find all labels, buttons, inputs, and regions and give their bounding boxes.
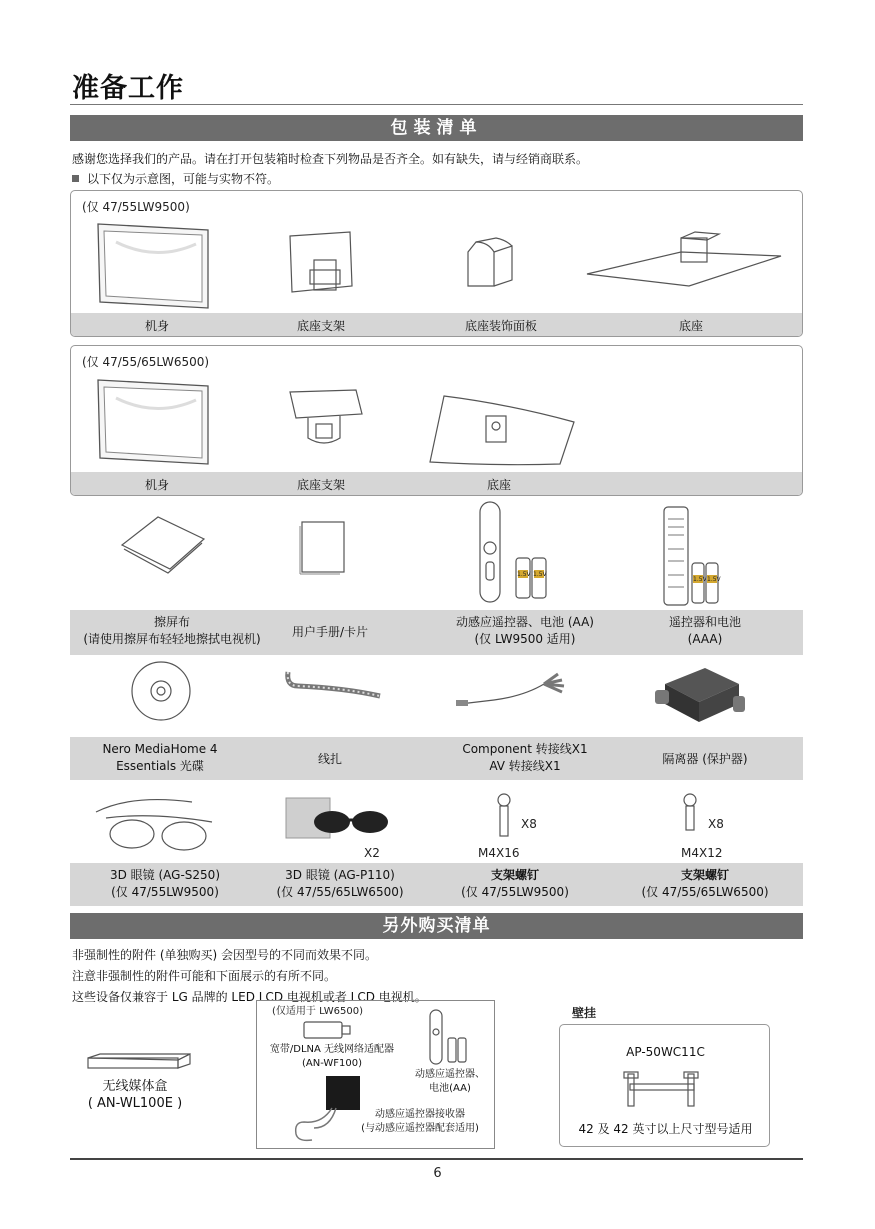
label-media-box — [70, 1078, 200, 1112]
screw-m4x16-icon — [494, 794, 514, 838]
label-cd — [80, 741, 240, 775]
footer-rule — [70, 1158, 803, 1160]
motion-remote-icon — [478, 500, 558, 604]
label-stand-bracket-2: 底座支架 — [296, 478, 345, 492]
label-component-cable — [430, 741, 620, 775]
label-motion-remote-line1: 动感应遥控器、电池 (AA) — [456, 615, 594, 629]
label-motion-remote-aa — [405, 1068, 495, 1096]
tv-body-icon-2 — [96, 378, 211, 466]
group-lw6500-caption: (仅 47/55/65LW6500) — [82, 355, 210, 369]
screw-m4x12-icon — [680, 794, 700, 834]
label-media-box-line1: 无线媒体盒 — [102, 1079, 168, 1094]
page-title: 准备工作 — [72, 73, 184, 104]
remote-control-icon — [662, 505, 722, 607]
label-motion-remote-aa-line2: 电池(AA) — [429, 1083, 471, 1094]
lw6500-caption: (仅适用于 LW6500) — [272, 1006, 363, 1017]
wireless-adapter-icon — [302, 1020, 352, 1040]
label-component-cable-line1: Component 转接线X1 — [462, 742, 588, 756]
label-screw-m4x12-line1: 支架螺钉 — [680, 868, 729, 882]
page-number: 6 — [433, 1166, 442, 1181]
cable-tie-icon — [284, 668, 384, 704]
label-screw-m4x16 — [440, 867, 590, 901]
label-wireless-adapter — [262, 1043, 402, 1071]
square-bullet-icon — [72, 175, 79, 182]
stand-bracket-icon — [286, 230, 356, 300]
screw-m4x16-size: M4X16 — [478, 846, 520, 860]
label-cd-line2: Essentials 光碟 — [116, 759, 204, 773]
label-remote-line2: (AAA) — [687, 632, 723, 646]
battery-label-aaa-2: 1.5V — [707, 576, 721, 583]
glasses-qty: X2 — [364, 846, 380, 860]
packing-note — [72, 170, 279, 187]
optional-line-2: 注意非强制性的附件可能和下面展示的有所不同。 — [72, 969, 337, 983]
label-component-cable-line2: AV 转接线X1 — [489, 759, 561, 773]
stand-cover-icon — [466, 238, 516, 290]
label-glasses-p110-line1: 3D 眼镜 (AG-P110) — [285, 868, 395, 882]
label-tv-body: 机身 — [144, 319, 169, 333]
screw-m4x12-qty: X8 — [708, 817, 724, 831]
label-screw-m4x12-line2: (仅 47/55/65LW6500) — [641, 885, 769, 899]
optional-header: 另外购买清单 — [70, 913, 803, 939]
label-remote-receiver — [350, 1108, 490, 1136]
label-glasses-s250-line2: (仅 47/55LW9500) — [111, 885, 219, 899]
battery-label-aaa-1: 1.5V — [693, 576, 707, 583]
label-stand-base-2: 底座 — [486, 478, 511, 492]
isolator-icon — [655, 664, 745, 726]
label-remote-receiver-line2: (与动感应遥控器配套适用) — [361, 1123, 479, 1134]
label-glasses-s250-line1: 3D 眼镜 (AG-S250) — [109, 868, 221, 882]
cd-disc-icon — [130, 660, 192, 722]
label-remote — [630, 614, 780, 648]
screw-m4x12-size: M4X12 — [681, 846, 723, 860]
label-screw-m4x16-line2: (仅 47/55LW9500) — [461, 885, 569, 899]
label-wireless-adapter-line1: 宽带/DLNA 无线网络适配器 — [269, 1044, 395, 1055]
packing-intro: 感谢您选择我们的产品。请在打开包装箱时检查下列物品是否齐全。如有缺失，请与经销商联系。 — [72, 152, 589, 166]
label-stand-cover: 底座装饰面板 — [464, 319, 537, 333]
label-cleaning-cloth-line2: (请使用擦屏布轻轻地擦拭电视机) — [83, 632, 261, 646]
component-av-cable-icon — [454, 670, 574, 710]
optional-line-1: 非强制性的附件 (单独购买) 会因型号的不同而效果不同。 — [72, 948, 377, 962]
label-tv-body-2: 机身 — [144, 478, 169, 492]
motion-remote-small-icon — [428, 1008, 468, 1066]
label-wireless-adapter-line2: (AN-WF100) — [301, 1058, 363, 1069]
3d-glasses-p110-icon — [282, 796, 392, 844]
label-stand-base: 底座 — [678, 319, 703, 333]
label-isolator: 隔离器 (保护器) — [662, 752, 748, 766]
wireless-media-box-icon — [86, 1052, 192, 1072]
wall-mount-bracket-icon — [622, 1070, 704, 1110]
label-screw-m4x12 — [630, 867, 780, 901]
group-lw9500-caption: (仅 47/55LW9500) — [82, 200, 190, 214]
stand-base-icon-2 — [428, 392, 578, 468]
battery-label-aa-1: 1.5V — [517, 571, 531, 578]
label-screw-m4x16-line1: 支架螺钉 — [490, 868, 539, 882]
label-remote-receiver-line1: 动感应遥控器接收器 — [375, 1109, 465, 1120]
wall-mount-title: 壁挂 — [572, 1006, 597, 1020]
stand-bracket-icon-2 — [286, 388, 366, 450]
label-stand-bracket: 底座支架 — [296, 319, 345, 333]
label-remote-line1: 遥控器和电池 — [668, 615, 741, 629]
tv-body-icon — [96, 222, 211, 310]
wall-mount-model: AP-50WC11C — [626, 1045, 705, 1059]
battery-label-aa-2: 1.5V — [533, 571, 547, 578]
label-glasses-p110-line2: (仅 47/55/65LW6500) — [276, 885, 404, 899]
label-motion-remote-aa-line1: 动感应遥控器、 — [415, 1069, 485, 1080]
packing-note-text: 以下仅为示意图，可能与实物不符。 — [87, 172, 280, 186]
screw-m4x16-qty: X8 — [521, 817, 537, 831]
label-glasses-p110 — [260, 867, 420, 901]
title-rule — [70, 104, 803, 105]
user-manual-icon — [298, 520, 348, 574]
optional-line-3: 这些设备仅兼容于 LG 品牌的 LED LCD 电视机或者 LCD 电视机。 — [72, 990, 427, 1004]
wall-mount-note: 42 及 42 英寸以上尺寸型号适用 — [578, 1122, 753, 1136]
label-user-manual: 用户手册/卡片 — [291, 625, 369, 639]
stand-base-icon — [585, 230, 785, 290]
label-motion-remote-line2: (仅 LW9500 适用) — [474, 632, 576, 646]
label-media-box-line2: ( AN-WL100E ) — [87, 1096, 183, 1111]
packing-list-header: 包装清单 — [70, 115, 803, 141]
label-cleaning-cloth — [72, 614, 272, 648]
label-cd-line1: Nero MediaHome 4 — [102, 742, 218, 756]
label-cable-tie: 线扎 — [317, 752, 342, 766]
label-motion-remote — [430, 614, 620, 648]
label-glasses-s250 — [80, 867, 250, 901]
cleaning-cloth-icon — [118, 515, 208, 571]
label-cleaning-cloth-line1: 擦屏布 — [153, 615, 190, 629]
3d-glasses-s250-icon — [92, 792, 222, 858]
